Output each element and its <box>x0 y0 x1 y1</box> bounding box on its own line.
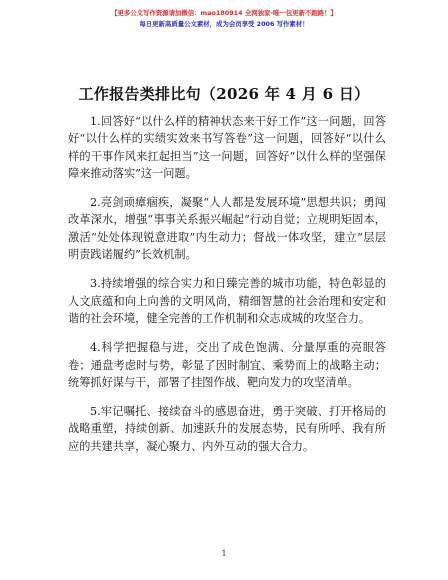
paragraph-4: 4.科学把握稳与进，交出了成色饱满、分量厚重的亮眼答卷；通盘考虑时与势，彰显了因时制宜、乘势而上的战略主动；统筹抓好谋与干，部署了挂图作战、靶向发力的攻坚清单。 <box>68 341 386 389</box>
paragraph-3: 3.持续增强的综合实力和日臻完善的城市功能，特色彰显的人文底蕴和向上向善的文明风尚，精细智慧的社会治理和安定和谐的社会环境，健全完善的工作机制和众志成城的攻坚合力。 <box>68 277 386 325</box>
paragraph-1: 1.回答好“以什么样的精神状态来干好工作”这一问题，回答好“以什么样的实绩实效来书写答卷”这一问题，回答好“以什么样的干事作风来扛起担当”这一问题，回答好“以什么样的坚强保障来推动落实”这一问题。 <box>68 115 386 180</box>
page-number: 1 <box>221 549 227 558</box>
paragraph-2: 2.亮剑顽瘴痼疾，凝聚“人人都是发展环境”思想共识；勇闯改革深水，增强“事事关系振兴崛起”行动自觉；立规明矩固本，激活“处处体现锐意进取”内生动力；督战一体攻坚，建立“层层明责践诺履约”长效机制。 <box>68 196 386 262</box>
document-body <box>68 113 386 467</box>
header-banner <box>0 8 448 30</box>
header-banner-line-1: 【更多公文写作资源请加微信：mao180914 全网独家-唯一包更新不跑路！】 <box>111 9 337 17</box>
paragraph-5: 5.牢记嘱托、接续奋斗的感恩奋进，勇于突破、打开格局的战略重塑，持续创新、加速跃升的发展态势，民有所呼、我有所应的共建共享，凝心聚力、内外互动的强大合力。 <box>68 405 386 453</box>
header-banner-line-2: 每日更新高质量公文素材，成为会员享受 2006 写作素材！ <box>139 20 309 28</box>
document-title: 工作报告类排比句（2026 年 4 月 6 日） <box>78 85 370 103</box>
